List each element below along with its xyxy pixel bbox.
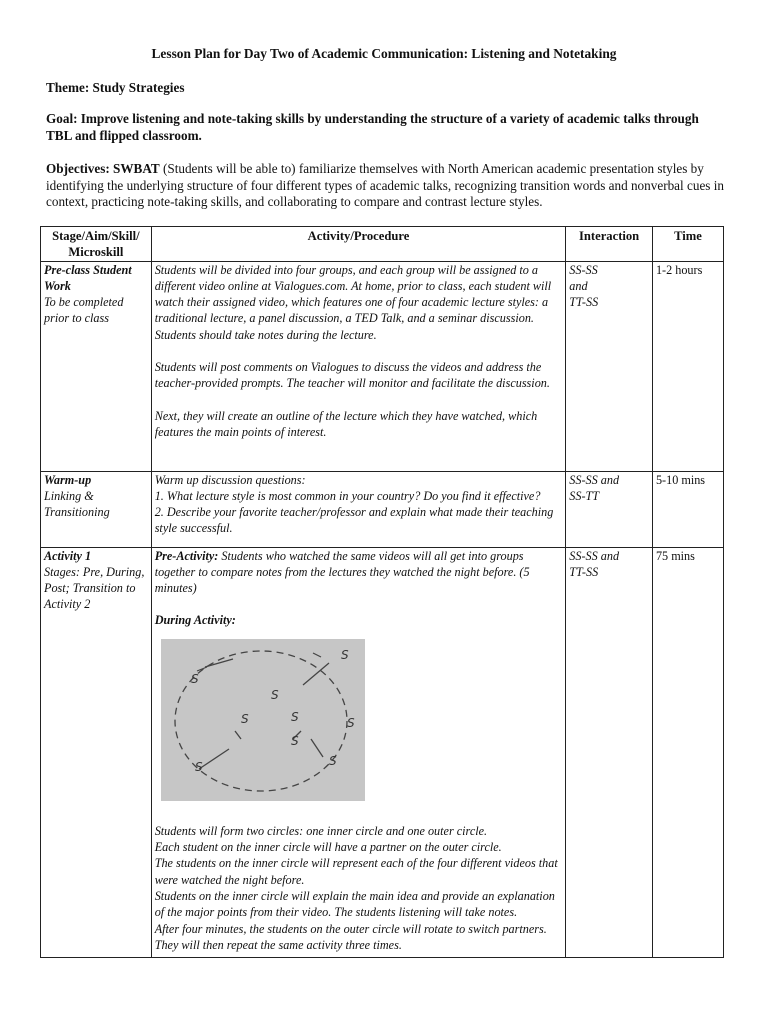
stage-title: Warm-up [44,472,92,487]
interaction-text: SS-TT [569,488,600,503]
during-activity-line: The students on the inner circle will represent each of the four different videos that were watched the night before. [154,856,558,887]
during-activity-line: After four minutes, the students on the outer circle will rotate to switch partners. They will then repeat the same activity three times. [154,921,547,952]
table-row [41,471,724,547]
table-row [41,547,724,957]
pre-activity-text: Students who watched the same videos will all get into groups together to compare notes from the lectures they watched the night before. (5 minutes) [154,548,530,596]
student-mark: S [270,687,279,702]
header-stage: Stage/Aim/Skill/ Microskill [41,227,152,262]
time-cell: 75 mins [652,547,723,957]
arrow [235,731,241,739]
time-cell: 1-2 hours [652,261,723,471]
activity-paragraph: Students will be divided into four groups, and each group will be assigned to a different video online at Vialogues.com. At home, prior to class, each student will watch their assigned video, which features one of four academic lecture styles: a traditional lecture, a panel discussion, a TED Talk, and a seminar discussion. Students should take notes during the lecture. [154,262,552,342]
time-cell: 5-10 mins [652,471,723,547]
student-mark: S [194,759,203,774]
activity-line: 1. What lecture style is most common in your country? Do you find it effective? [154,488,541,503]
goal-line: Goal: Improve listening and note-taking skills by understanding the structure of a variety of academic talks through TBL and flipped classroom. [46,111,699,143]
interaction-text: SS-SS and [569,472,620,487]
header-activity: Activity/Procedure [151,227,566,262]
stage-title: Activity 1 [44,548,92,563]
interaction-text: SS-SS [569,262,598,277]
interaction-cell [566,261,653,471]
objectives-paragraph [46,161,726,211]
circle-diagram [161,639,365,801]
document-title: Lesson Plan for Day Two of Academic Communication: Listening and Notetaking [151,46,617,61]
table-row [41,261,724,471]
arrow [311,739,323,757]
activity-line: 2. Describe your favorite teacher/professor and explain what made their teaching style successful. [154,505,554,536]
objectives-label: Objectives: SWBAT [46,161,160,176]
interaction-text: TT-SS [569,564,599,579]
stage-cell [41,261,152,471]
interaction-text: and [569,278,588,293]
student-mark: S [340,647,349,662]
circle-diagram-photo [161,639,365,801]
interaction-text: TT-SS [569,295,599,310]
table-header-row [41,227,724,262]
header-interaction: Interaction [566,227,653,262]
header-time: Time [652,227,723,262]
theme-line: Theme: Study Strategies [46,80,185,95]
stage-subtitle: Linking & Transitioning [44,488,110,520]
activity-paragraph: Students will post comments on Vialogues to discuss the videos and address the teacher-provided prompts. The teacher will monitor and facilitate the discussion. [154,360,550,391]
pre-activity [155,548,563,597]
objectives-text: (Students will be able to) familiarize themselves with North American academic presentation styles by identifying the underlying structure of four different types of academic talks, recognizing transition words and nonverbal cues in context, practicing note-taking skills, and collaborating to compare and contrast lecture styles. [46,161,724,209]
student-mark: S [328,753,337,768]
student-mark: S [190,671,199,686]
student-mark: S [346,715,355,730]
student-mark: S [290,709,299,724]
lesson-plan-table [40,226,724,958]
stage-cell [41,547,152,957]
stage-subtitle: To be completed prior to class [44,295,124,326]
interaction-cell [566,471,653,547]
stage-title: Pre-class Student Work [44,262,132,293]
interaction-text: SS-SS and [569,548,620,563]
activity-paragraph: Next, they will create an outline of the lecture which they have watched, which features the main points of interest. [154,408,538,439]
pre-activity-label: Pre-Activity: [154,548,219,563]
activity-cell [151,261,566,471]
during-activity-line: Students on the inner circle will explain the main idea and provide an explanation of the major points from their video. The students listening will take notes. [154,888,555,920]
activity-cell [151,471,566,547]
activity-cell [151,547,566,957]
student-mark: S [240,711,249,726]
activity-line: Warm up discussion questions: [154,472,306,487]
stage-subtitle: Stages: Pre, During, Post; Transition to Activity 2 [44,564,145,612]
during-activity-label: During Activity: [154,613,236,628]
stage-cell [41,471,152,547]
during-activity-line: Each student on the inner circle will have a partner on the outer circle. [154,840,502,855]
during-activity-line: Students will form two circles: one inner circle and one outer circle. [154,823,488,838]
arrow [199,749,229,769]
student-mark: S [290,733,299,748]
interaction-cell [566,547,653,957]
